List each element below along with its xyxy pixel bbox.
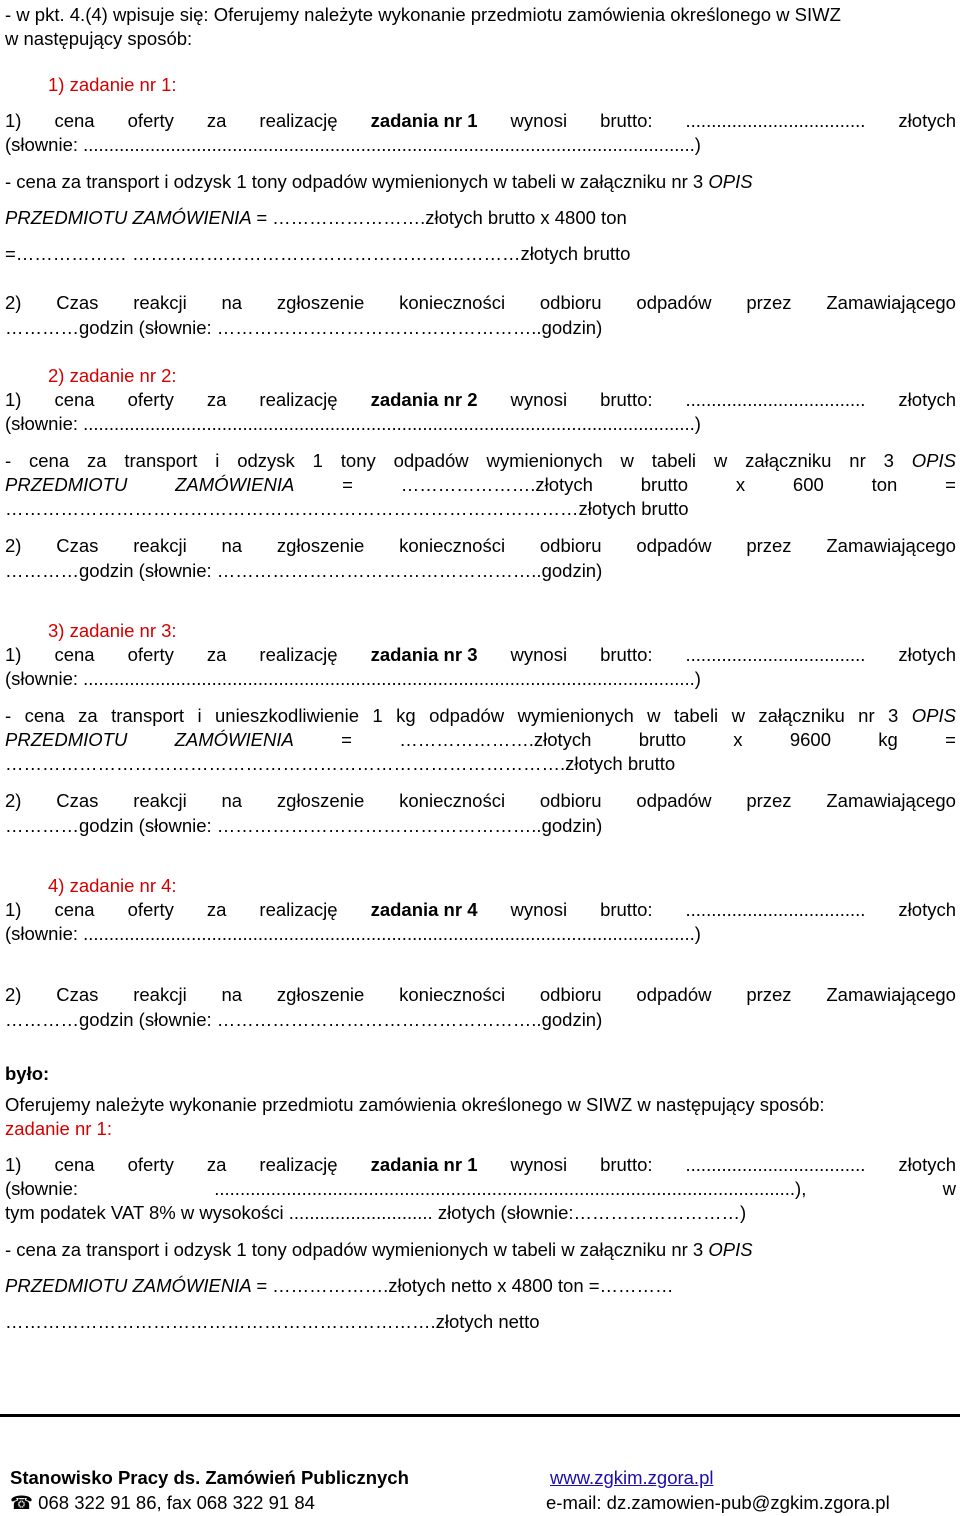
word: za [206,899,227,920]
task4-slownie: (słownie: .......................................................................................................................) [5,923,701,944]
phone-icon: ☎ [10,1492,34,1513]
bylo-line: Oferujemy należyte wykonanie przedmiotu zamówienia określonego w SIWZ w następujący sposób: [5,1094,825,1115]
word: zgłoszenie [276,984,365,1005]
word: ................................... [685,110,866,131]
word: w [713,450,728,471]
word: Czas [56,790,99,811]
word: 9600 [789,729,831,750]
word: zadania nr 1 [370,1154,478,1175]
word: konieczności [399,984,506,1005]
task2-slownie: (słownie: .......................................................................................................................) [5,413,701,434]
word: przez [746,535,792,556]
word: cena [54,389,95,410]
word: realizację [259,389,338,410]
task3-transport-line [5,705,956,727]
word: cena [54,899,95,920]
word: kg [396,705,416,726]
intro-line-2: w następujący sposób: [5,28,193,49]
task1-przedmiot-value: …………………….złotych brutto x 4800 ton [272,207,627,228]
word: ………………….złotych [399,729,592,750]
task1-slownie: (słownie: .......................................................................................................................) [5,134,701,155]
word: odpadów [636,790,712,811]
word: Czas [56,535,99,556]
word: wymienionych [486,450,603,471]
word: zadania nr 2 [370,389,478,410]
word: złotych [898,110,956,131]
word: złotych [898,899,956,920]
word: i [215,450,220,471]
word: 3 [883,450,894,471]
word: brutto [638,729,687,750]
word: 1 [312,450,323,471]
task2-godzin: …………godzin (słownie: ……………………………………………..godzin) [5,560,603,581]
footer-email[interactable]: e-mail: dz.zamowien-pub@zgkim.zgora.pl [546,1492,890,1513]
word: 2) [5,535,22,556]
word: OPIS [911,705,956,726]
word: odpadów [429,705,505,726]
word: 3 [888,705,899,726]
task2-czas-line [5,535,956,557]
word: konieczności [399,535,506,556]
word: w [647,705,661,726]
task1-opis: OPIS [708,171,753,192]
task4-heading: 4) zadanie nr 4: [48,875,177,896]
task2-price-line [5,389,956,411]
word: ZAMÓWIENIA [174,729,294,750]
footer-divider [0,1414,960,1417]
word: za [206,110,227,131]
bylo-slownie-line [5,1178,956,1200]
word: realizację [259,1154,338,1175]
task1-czas-line [5,292,956,314]
bylo-vat: tym podatek VAT 8% w wysokości ............................ złotych (słownie:………………………) [5,1202,747,1223]
word: reakcji [133,535,187,556]
word: (słownie: [5,1178,78,1199]
word: wynosi [510,899,568,920]
word: = [945,474,956,495]
word: brutto: [600,1154,653,1175]
word: tabeli [651,450,696,471]
word: zgłoszenie [276,535,365,556]
word: brutto: [600,110,653,131]
task1-godzin: …………godzin (słownie: ……………………………………………..godzin) [5,317,603,338]
word: ................................... [685,899,866,920]
task2-heading: 2) zadanie nr 2: [48,365,177,386]
task3-przedmiot-line [5,729,956,751]
word: 1) [5,644,22,665]
word: realizację [259,110,338,131]
word: wymienionych [517,705,634,726]
word: nr [849,450,866,471]
word: załączniku [758,705,845,726]
word: 1) [5,1154,22,1175]
task3-czas-line [5,790,956,812]
word: x [733,729,743,750]
word: transport [124,450,198,471]
word: załączniku [745,450,832,471]
word: za [86,450,107,471]
word: przez [746,790,792,811]
word: transport [111,705,185,726]
footer-office: Stanowisko Pracy ds. Zamówień Publicznych [10,1467,409,1488]
word: konieczności [399,790,506,811]
task3-slownie: (słownie: .......................................................................................................................) [5,668,701,689]
word: zadania nr 3 [370,644,478,665]
word: cena [29,450,70,471]
word: tabeli [673,705,719,726]
word: i [197,705,202,726]
word: PRZEDMIOTU [5,474,128,495]
task3-price-line [5,644,956,666]
word: w [731,705,745,726]
word: na [221,790,243,811]
word: wynosi [510,110,568,131]
word: na [221,535,243,556]
word: = [342,474,353,495]
bylo-total: …………………………………………………………….złotych netto [5,1311,540,1332]
footer-website-link[interactable]: www.zgkim.zgora.pl [550,1467,714,1488]
word: w [620,450,634,471]
word: ................................... [685,1154,866,1175]
word: = [945,729,956,750]
bylo-przedmiot-label: PRZEDMIOTU ZAMÓWIENIA = [5,1275,273,1296]
bylo-label: było: [5,1063,50,1084]
task4-godzin: …………godzin (słownie: ……………………………………………..godzin) [5,1009,603,1030]
task3-heading: 3) zadanie nr 3: [48,620,177,641]
task3-godzin: …………godzin (słownie: ……………………………………………..godzin) [5,815,603,836]
task4-czas-line [5,984,956,1006]
task1-przedmiot-label: PRZEDMIOTU ZAMÓWIENIA = [5,207,273,228]
word: odpadów [636,535,712,556]
word: wynosi [510,644,568,665]
word: na [221,984,243,1005]
word: nr [858,705,875,726]
word: cena [54,644,95,665]
word: Czas [56,292,99,313]
word: x [735,474,746,495]
word: zadania nr 4 [370,899,478,920]
word: brutto: [600,389,653,410]
word: tony [340,450,376,471]
word: za [206,1154,227,1175]
bylo-przedmiot [5,1275,674,1297]
task2-total: …………………………………………………………………………………złotych brutto [5,498,689,519]
word: = [341,729,352,750]
word: złotych [898,644,956,665]
word: Zamawiającego [826,535,956,556]
bylo-transport-text: - cena za transport i odzysk 1 tony odpadów wymienionych w tabeli w załączniku nr 3 [5,1239,709,1260]
word: zadania nr 1 [370,110,478,131]
word: odbioru [539,292,602,313]
word: 1) [5,389,22,410]
word: złotych [898,1154,956,1175]
word: oferty [127,1154,174,1175]
word: .................................................................................................................), [214,1178,807,1199]
word: konieczności [399,292,506,313]
bylo-transport [5,1239,753,1261]
word: unieszkodliwienie [215,705,359,726]
word: przez [746,292,792,313]
word: odpadów [636,292,712,313]
word: 2) [5,984,22,1005]
word: realizację [259,899,338,920]
word: oferty [127,644,174,665]
word: oferty [127,389,174,410]
word: w [942,1178,956,1199]
word: na [221,292,243,313]
task2-transport-line [5,450,956,472]
word: odpadów [636,984,712,1005]
bylo-opis: OPIS [708,1239,753,1260]
word: 600 [792,474,824,495]
word: reakcji [133,984,187,1005]
word: reakcji [133,790,187,811]
word: ZAMÓWIENIA [175,474,295,495]
word: za [206,389,227,410]
word: za [206,644,227,665]
task1-transport-text: - cena za transport i odzysk 1 tony odpadów wymienionych w tabeli w załączniku nr 3 [5,171,709,192]
task1-price-line [5,110,956,132]
bylo-przedmiot-value: ……………….złotych netto x 4800 ton =………… [272,1275,674,1296]
word: wynosi [510,389,568,410]
word: Zamawiającego [826,292,956,313]
word: ................................... [685,644,866,665]
word: brutto: [600,899,653,920]
word: Zamawiającego [826,984,956,1005]
task1-transport [5,171,753,193]
word: 2) [5,790,22,811]
word: 1) [5,110,22,131]
task4-price-line [5,899,956,921]
word: - [5,450,12,471]
task2-przedmiot-line [5,474,956,496]
word: 1) [5,899,22,920]
word: odbioru [539,984,602,1005]
word: wynosi [510,1154,568,1175]
task1-heading: 1) zadanie nr 1: [48,74,177,95]
word: odpadów [393,450,469,471]
word: zgłoszenie [276,790,365,811]
word: OPIS [911,450,956,471]
word: 2) [5,292,22,313]
word: ton [871,474,898,495]
word: 1 [372,705,383,726]
task1-przedmiot [5,207,627,229]
footer-phone [10,1492,315,1514]
word: - [5,705,12,726]
bylo-price-line [5,1154,956,1176]
word: odbioru [539,535,602,556]
word: realizację [259,644,338,665]
task3-total: ……………………………………………………………………………….złotych brutto [5,753,676,774]
intro-line-1: - w pkt. 4.(4) wpisuje się: Oferujemy należyte wykonanie przedmiotu zamówienia określonego w SIWZ [5,4,841,25]
word: za [78,705,98,726]
word: PRZEDMIOTU [5,729,128,750]
bylo-heading: zadanie nr 1: [5,1118,112,1139]
word: reakcji [133,292,187,313]
word: ................................... [685,389,866,410]
word: ………………….złotych [400,474,593,495]
word: odzysk [237,450,295,471]
word: kg [878,729,898,750]
word: brutto: [600,644,653,665]
word: oferty [127,899,174,920]
word: złotych [898,389,956,410]
word: cena [24,705,65,726]
task1-total: =……………… ………………………………………………………złotych brutto [5,243,631,264]
word: przez [746,984,792,1005]
word: Zamawiającego [826,790,956,811]
word: zgłoszenie [276,292,365,313]
word: odbioru [539,790,602,811]
footer-phone-text: 068 322 91 86, fax 068 322 91 84 [33,1492,315,1513]
word: oferty [127,110,174,131]
word: Czas [56,984,99,1005]
word: cena [54,1154,95,1175]
word: brutto [640,474,689,495]
word: cena [54,110,95,131]
